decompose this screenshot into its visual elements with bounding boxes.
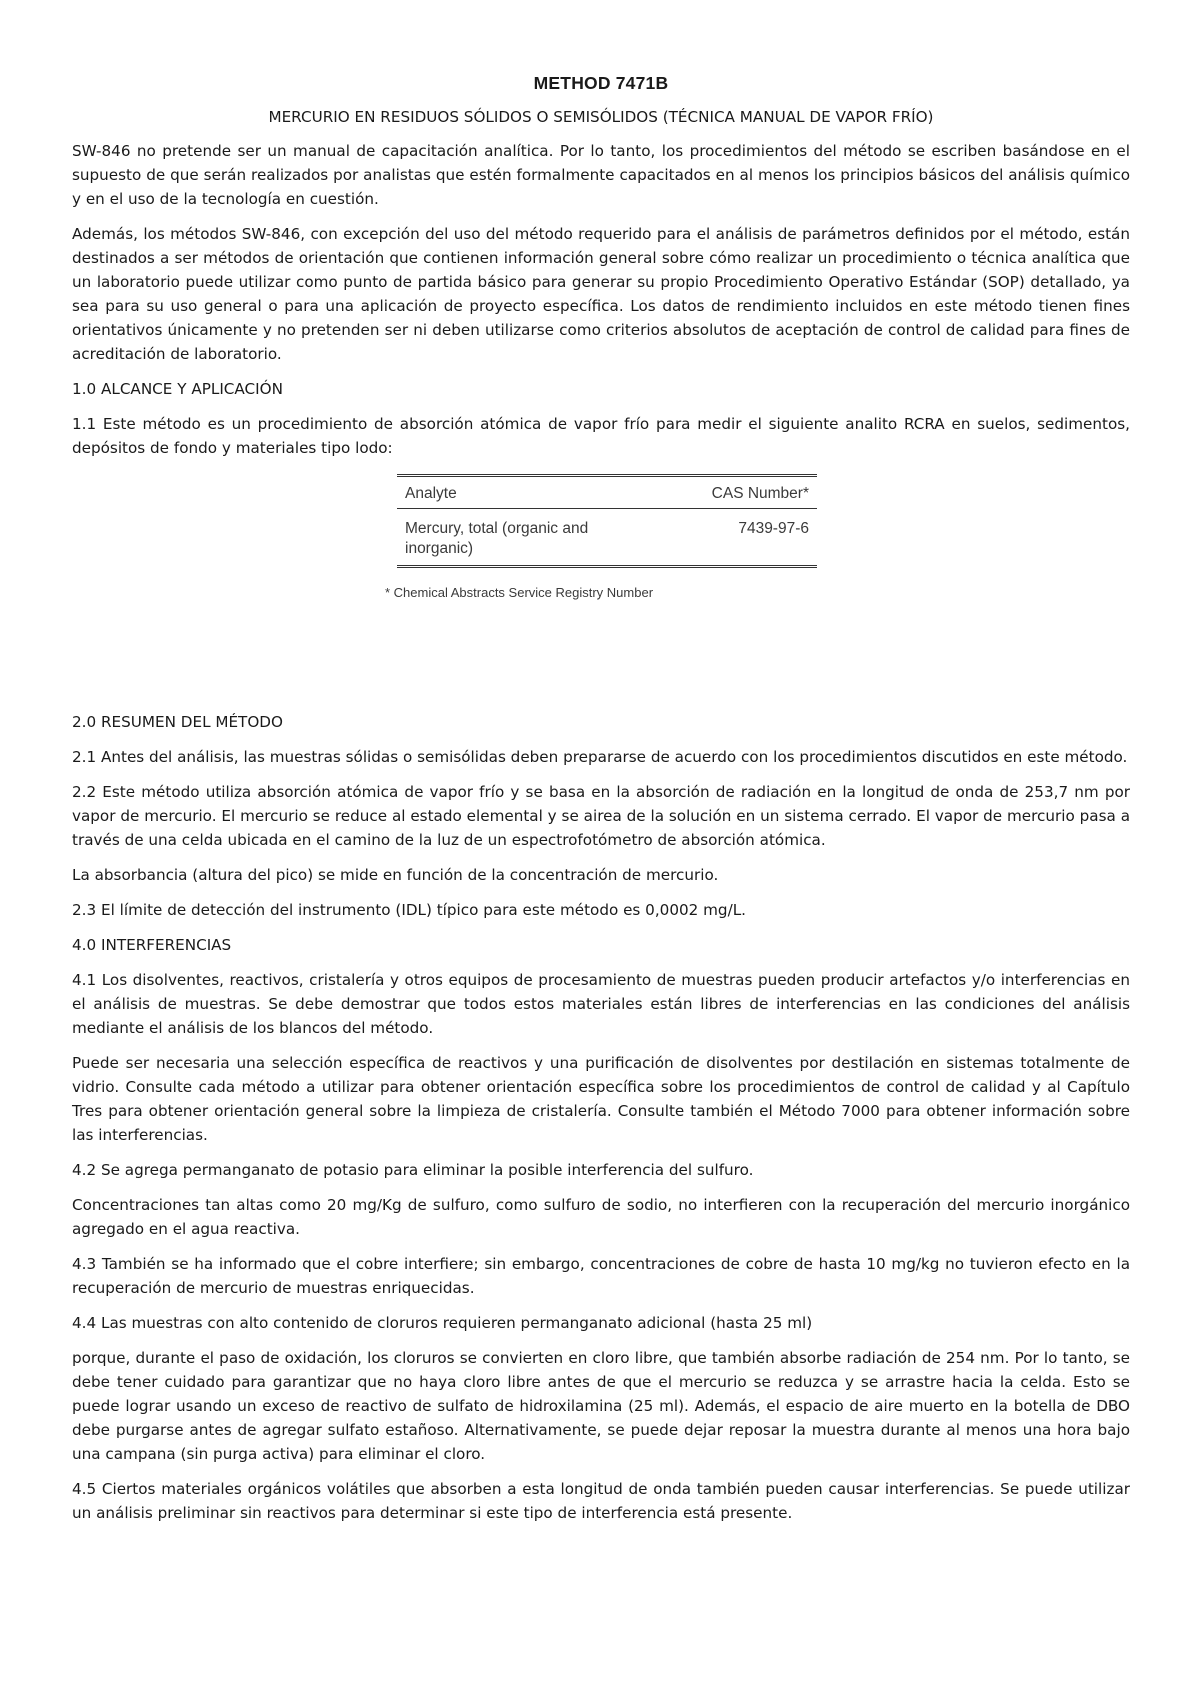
analyte-name-line-2: inorganic)	[405, 540, 474, 557]
section-4-paragraph-7: porque, durante el paso de oxidación, los cloruros se convierten en cloro libre, que también absorbe radiación de 254 nm. Por lo tanto, se debe tener cuidado para garantizar que no haya cloro libre antes de que el mercurio se reduzca y se arrastre hacia la celda. Esto se puede lograr usando un exceso de reactivo de sulfato de hidroxilamina (25 ml). Además, el espacio de aire muerto en la botella de DBO debe purgarse antes de agregar sulfato estañoso. Alternativamente, se puede dejar reposar la muestra durante al menos una hora bajo una campana (sin purga activa) para eliminar el cloro.	[72, 1349, 1130, 1463]
table-header-row	[397, 476, 817, 509]
cell-analyte-name	[397, 509, 665, 567]
section-4-paragraph-2: Puede ser necesaria una selección específica de reactivos y una purificación de disolventes por destilación en sistemas totalmente de vidrio. Consulte cada método a utilizar para obtener orientación específica sobre los procedimientos de control de calidad y al Capítulo Tres para obtener orientación general sobre la limpieza de cristalería. Consulte también el Método 7000 para obtener información sobre las interferencias.	[72, 1054, 1130, 1144]
section-heading-scope: 1.0 ALCANCE Y APLICACIÓN	[72, 380, 283, 398]
cell-cas-number: 7439-97-6	[738, 520, 809, 537]
section-4-paragraph-4: Concentraciones tan altas como 20 mg/Kg de sulfuro, como sulfuro de sodio, no interfieren con la recuperación del mercurio inorgánico agregado en el agua reactiva.	[72, 1196, 1130, 1238]
section-2-paragraph-1: 2.1 Antes del análisis, las muestras sólidas o semisólidas deben prepararse de acuerdo con los procedimientos discutidos en este método.	[72, 748, 1128, 766]
analyte-table	[397, 474, 817, 568]
page-title: METHOD 7471B	[533, 73, 669, 93]
section-2-paragraph-2: 2.2 Este método utiliza absorción atómica de vapor frío y se basa en la absorción de radiación en la longitud de onda de 253,7 nm por vapor de mercurio. El mercurio se reduce al estado elemental y se airea de la solución en un sistema cerrado. El vapor de mercurio pasa a través de una celda ubicada en el camino de la luz de un espectrofotómetro de absorción atómica.	[72, 783, 1130, 849]
blank-space	[72, 602, 1130, 710]
section-2-paragraph-3: La absorbancia (altura del pico) se mide en función de la concentración de mercurio.	[72, 866, 719, 884]
section-heading-interferences: 4.0 INTERFERENCIAS	[72, 936, 232, 954]
column-header-analyte: Analyte	[397, 476, 665, 509]
document-body	[72, 70, 1130, 1536]
intro-paragraph-1: SW-846 no pretende ser un manual de capacitación analítica. Por lo tanto, los procedimientos del método se escriben basándose en el supuesto de que serán realizados por analistas que estén formalmente capacitados en al menos los principios básicos del análisis químico y en el uso de la tecnología en cuestión.	[72, 142, 1130, 208]
analyte-table-block	[385, 474, 817, 602]
section-1-paragraph-1: 1.1 Este método es un procedimiento de absorción atómica de vapor frío para medir el siguiente analito RCRA en suelos, sedimentos, depósitos de fondo y materiales tipo lodo:	[72, 415, 1130, 457]
analyte-name-line-1: Mercury, total (organic and	[405, 520, 589, 537]
table-footnote: * Chemical Abstracts Service Registry Number	[385, 585, 654, 600]
section-4-paragraph-3: 4.2 Se agrega permanganato de potasio para eliminar la posible interferencia del sulfuro.	[72, 1161, 754, 1179]
section-heading-summary: 2.0 RESUMEN DEL MÉTODO	[72, 713, 283, 731]
section-2-paragraph-4: 2.3 El límite de detección del instrumento (IDL) típico para este método es 0,0002 mg/L.	[72, 901, 746, 919]
section-4-paragraph-5: 4.3 También se ha informado que el cobre interfiere; sin embargo, concentraciones de cobre de hasta 10 mg/kg no tuvieron efecto en la recuperación de mercurio de muestras enriquecidas.	[72, 1255, 1130, 1297]
section-4-paragraph-8: 4.5 Ciertos materiales orgánicos volátiles que absorben a esta longitud de onda también pueden causar interferencias. Se puede utilizar un análisis preliminar sin reactivos para determinar si este tipo de interferencia está presente.	[72, 1480, 1130, 1522]
document-subtitle: MERCURIO EN RESIDUOS SÓLIDOS O SEMISÓLIDOS (TÉCNICA MANUAL DE VAPOR FRÍO)	[268, 108, 934, 126]
table-row	[397, 509, 817, 567]
section-4-paragraph-1: 4.1 Los disolventes, reactivos, cristalería y otros equipos de procesamiento de muestras pueden producir artefactos y/o interferencias en el análisis de muestras. Se debe demostrar que todos estos materiales están libres de interferencias en las condiciones del análisis mediante el análisis de los blancos del método.	[72, 971, 1130, 1037]
intro-paragraph-2: Además, los métodos SW-846, con excepción del uso del método requerido para el análisis de parámetros definidos por el método, están destinados a ser métodos de orientación que contienen información general sobre cómo realizar un procedimiento o técnica analítica que un laboratorio puede utilizar como punto de partida básico para generar su propio Procedimiento Operativo Estándar (SOP) detallado, ya sea para su uso general o para una aplicación de proyecto específica. Los datos de rendimiento incluidos en este método tienen fines orientativos únicamente y no pretenden ser ni deben utilizarse como criterios absolutos de aceptación de control de calidad para fines de acreditación de laboratorio.	[72, 225, 1130, 363]
section-4-paragraph-6: 4.4 Las muestras con alto contenido de cloruros requieren permanganato adicional (hasta 25 ml)	[72, 1314, 813, 1332]
column-header-cas-number: CAS Number*	[665, 476, 817, 509]
